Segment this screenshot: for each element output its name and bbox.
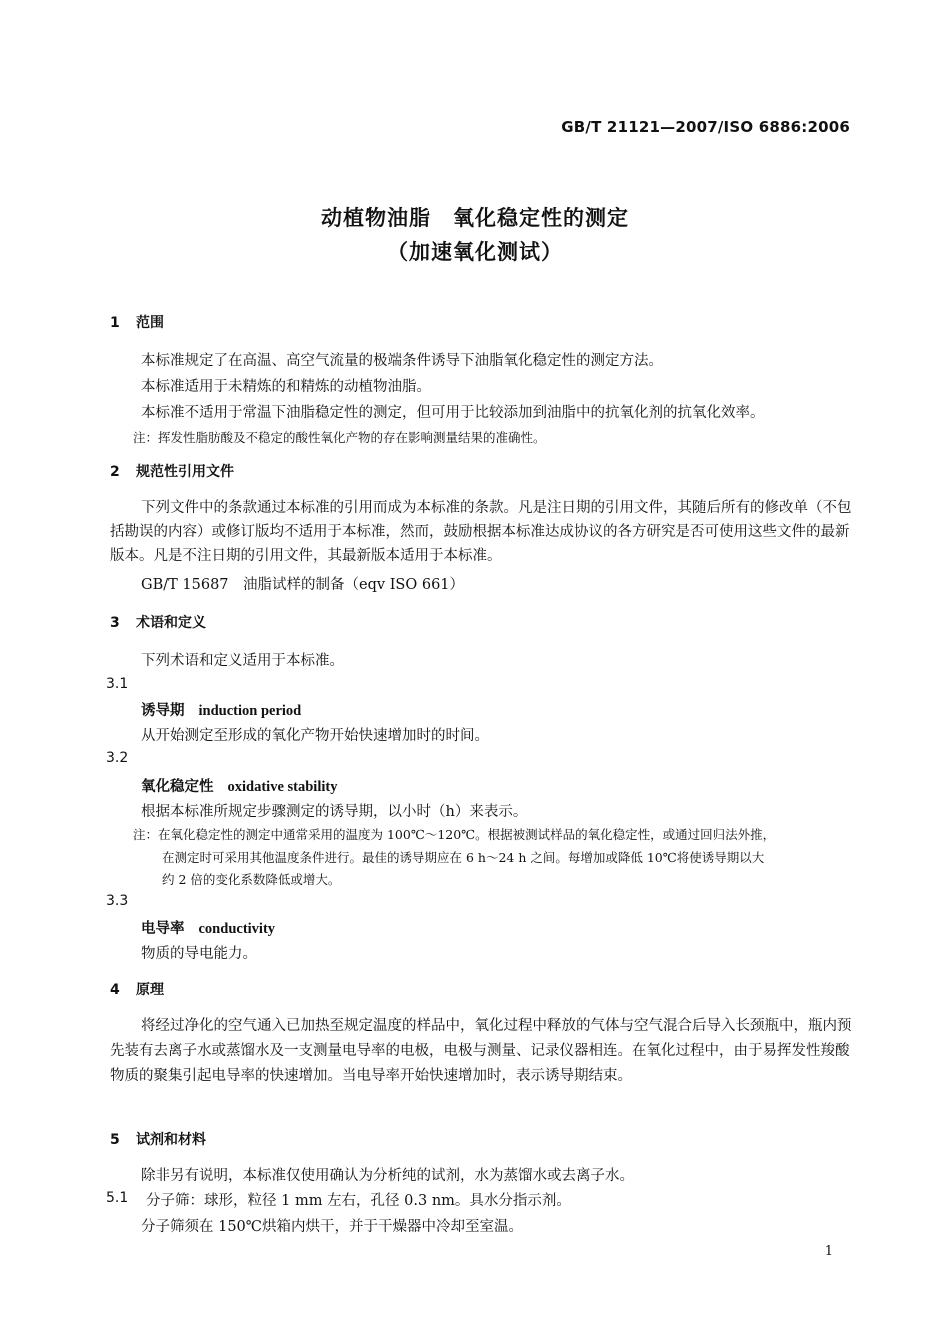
term-3-2: 氧化稳定性 oxidative stability — [141, 778, 338, 795]
section-2-reference: GB/T 15687 油脂试样的制备（eqv ISO 661） — [141, 577, 465, 593]
term-3-1-definition: 从开始测定至形成的氧化产物开始快速增加时的时间。 — [141, 728, 489, 744]
term-3-2-definition: 根据本标准所规定步骤测定的诱导期，以小时（h）来表示。 — [141, 804, 528, 820]
section-4-paragraph: 将经过净化的空气通入已加热至规定温度的样品中，氧化过程中释放的气体与空气混合后导入长颈瓶中，瓶内预先装有去离子水或蒸馏水及一支测量电导率的电极，电极与测量、记录仪器相连。在氧化过程中，由于易挥发性羧酸物质的聚集引起电导率的快速增加。当电导率开始快速增加时，表示诱导期结束。 — [110, 1018, 852, 1084]
standard-code: GB/T 21121—2007/ISO 6886:2006 — [561, 118, 850, 136]
document-subtitle: （加速氧化测试） — [387, 240, 563, 264]
section-1-paragraph-1: 本标准规定了在高温、高空气流量的极端条件诱导下油脂氧化稳定性的测定方法。 — [141, 353, 663, 369]
section-2-heading: 2 规范性引用文件 — [110, 464, 234, 480]
term-3-1-number: 3.1 — [106, 676, 129, 692]
page-number: 1 — [824, 1244, 833, 1259]
section-3-intro: 下列术语和定义适用于本标准。 — [141, 653, 344, 669]
section-4-heading: 4 原理 — [110, 982, 164, 998]
section-3-heading: 3 术语和定义 — [110, 615, 206, 631]
section-1-paragraph-2: 本标准适用于未精炼的和精炼的动植物油脂。 — [141, 379, 431, 395]
term-3-2-note-line-3: 约 2 倍的变化系数降低或增大。 — [162, 872, 341, 887]
document-title: 动植物油脂 氧化稳定性的测定 — [321, 206, 629, 230]
term-3-2-note-line-1: 注：在氧化稳定性的测定中通常采用的温度为 100℃～120℃。根据被测试样品的氧化稳定性，或通过回归法外推， — [133, 827, 776, 842]
term-3-3-definition: 物质的导电能力。 — [141, 946, 257, 962]
term-3-3-number: 3.3 — [106, 893, 129, 909]
item-5-1-text-2: 分子筛须在 150℃烘箱内烘干，并于干燥器中冷却至室温。 — [141, 1219, 524, 1235]
term-3-2-note-line-2: 在测定时可采用其他温度条件进行。最佳的诱导期应在 6 h～24 h 之间。每增加或降低 10℃将使诱导期以大 — [162, 850, 765, 865]
section-5-intro: 除非另有说明，本标准仅使用确认为分析纯的试剂，水为蒸馏水或去离子水。 — [141, 1168, 634, 1184]
term-3-2-number: 3.2 — [106, 750, 129, 766]
section-5-heading: 5 试剂和材料 — [110, 1132, 206, 1148]
term-3-3: 电导率 conductivity — [141, 920, 276, 937]
item-5-1-number: 5.1 — [106, 1190, 129, 1206]
section-1-paragraph-3: 本标准不适用于常温下油脂稳定性的测定，但可用于比较添加到油脂中的抗氧化剂的抗氧化效率。 — [141, 405, 765, 421]
section-2-paragraph: 下列文件中的条款通过本标准的引用而成为本标准的条款。凡是注日期的引用文件，其随后所有的修改单（不包括勘误的内容）或修订版均不适用于本标准，然而，鼓励根据本标准达成协议的各方研究是否可使用这些文件的最新版本。凡是不注日期的引用文件，其最新版本适用于本标准。 — [110, 500, 852, 564]
item-5-1-text: 分子筛：球形，粒径 1 mm 左右，孔径 0.3 nm。具水分指示剂。 — [146, 1193, 571, 1209]
section-1-note: 注：挥发性脂肪酸及不稳定的酸性氧化产物的存在影响测量结果的准确性。 — [133, 430, 546, 445]
section-1-heading: 1 范围 — [110, 315, 164, 331]
term-3-1: 诱导期 induction period — [141, 702, 302, 719]
